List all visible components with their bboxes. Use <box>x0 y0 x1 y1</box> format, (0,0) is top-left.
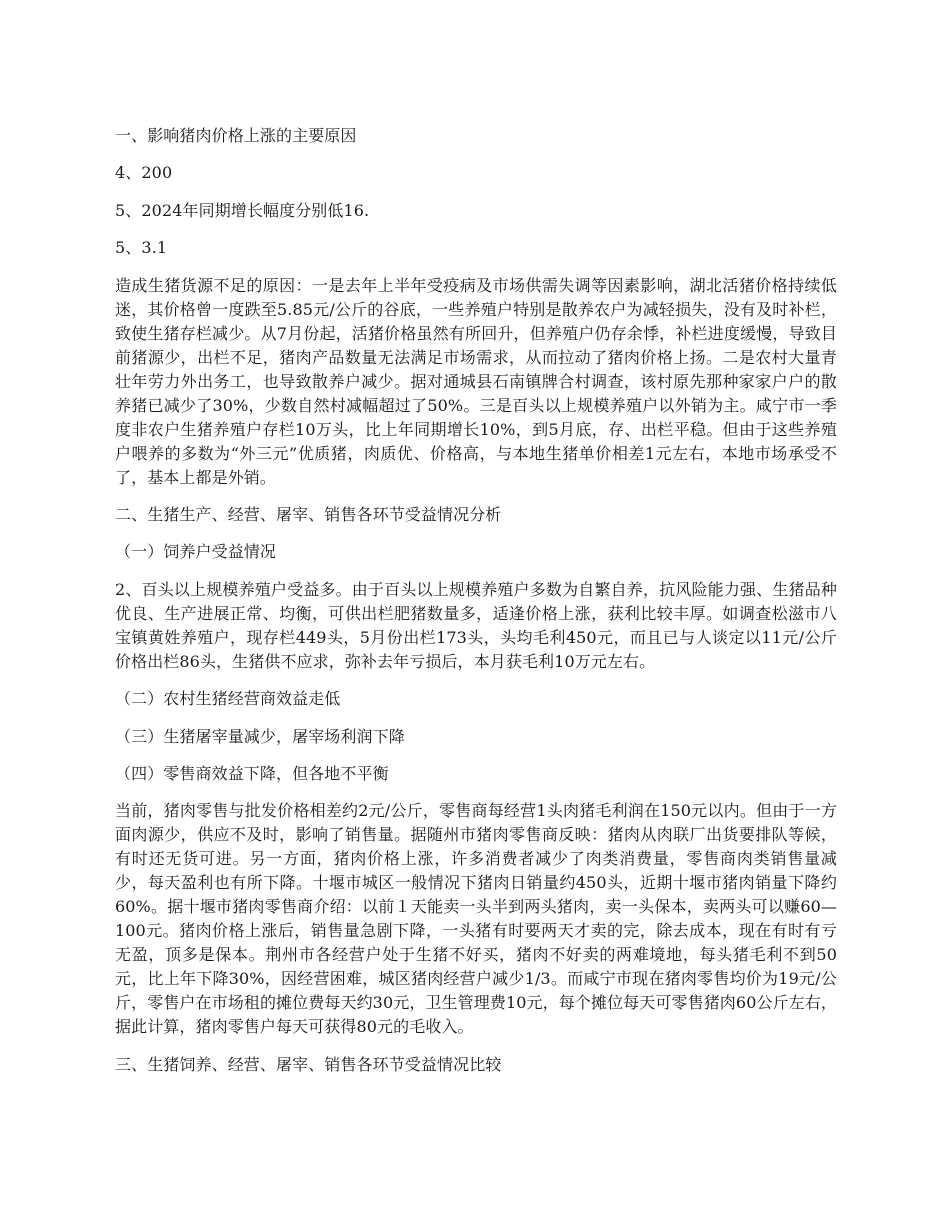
list-item: 5、2024年同期增长幅度分别低16. <box>115 200 370 220</box>
body-paragraph: 造成生猪货源不足的原因：一是去年上半年受疫病及市场供需失调等因素影响，湖北活猪价格持续低迷，其价格曾一度跌至5.85元/公斤的谷底，一些养殖户特别是散养农户为减轻损失，没有及时补栏，致使生猪存栏减少。从7月份起，活猪价格虽然有所回升，但养殖户仍存余悸，补栏进度缓慢，导致目前猪源少，出栏不足，猪肉产品数量无法满足市场需求，从而拉动了猪肉价格上扬。二是农村大量青壮年劳力外出务工，也导致散养户减少。据对通城县石南镇牌合村调查，该村原先那种家家户户的散养猪已减少了30%，少数自然村减幅超过了50%。三是百头以上规模养殖户以外销为主。咸宁市一季度非农户生猪养殖户存栏10万头，比上年同期增长10%，到5月底，存、出栏平稳。但由于这些养殖户喂养的多数为“外三元”优质猪，肉质优、价格高，与本地生猪单价相差1元左右，本地市场承受不了，基本上都是外销。 <box>115 275 837 487</box>
list-item: 5、3.1 <box>115 238 168 258</box>
section-heading-2: 二、生猪生产、经营、屠宰、销售各环节受益情况分析 <box>115 504 502 524</box>
list-item: 4、200 <box>115 163 173 183</box>
subsection-heading: （二）农村生猪经营商效益走低 <box>115 689 341 709</box>
subsection-heading: （三）生猪屠宰量减少，屠宰场利润下降 <box>115 726 405 746</box>
body-paragraph: 2、百头以上规模养殖户受益多。由于百头以上规模养殖户多数为自繁自养，抗风险能力强、生猪品种优良、生产进展正常、均衡，可供出栏肥猪数量多，适逢价格上涨，获利比较丰厚。如调查松滋市八宝镇黄姓养殖户，现存栏449头，5月份出栏173头，头均毛利450元，而且已与人谈定以11元/公斤价格出栏86头，生猪供不应求，弥补去年亏损后，本月获毛利10万元左右。 <box>115 579 837 671</box>
section-heading-1: 一、影响猪肉价格上涨的主要原因 <box>115 126 357 145</box>
body-paragraph: 当前，猪肉零售与批发价格相差约2元/公斤，零售商每经营1头肉猪毛利润在150元以内。但由于一方面肉源少，供应不及时，影响了销售量。据随州市猪肉零售商反映：猪肉从肉联厂出货要排队等候，有时还无货可进。另一方面，猪肉价格上涨，许多消费者减少了肉类消费量，零售商肉类销售量减少，每天盈利也有所下降。十堰市城区一般情况下猪肉日销量约450头，近期十堰市猪肉销量下降约60%。据十堰市猪肉零售商介绍：以前１天能卖一头半到两头猪肉，卖一头保本，卖两头可以赚60—100元。猪肉价格上涨后，销售量急剧下降，一头猪有时要两天才卖的完，除去成本，现在有时有亏无盈，顶多是保本。荆州市各经营户处于生猪不好买，猪肉不好卖的两难境地，每头猪毛利不到50元，比上年下降30%，因经营困难，城区猪肉经营户减少1/3。而咸宁市现在猪肉零售均价为19元/公斤，零售户在市场租的摊位费每天约30元，卫生管理费10元，每个摊位每天可零售猪肉60公斤左右，据此计算，猪肉零售户每天可获得80元的毛收入。 <box>115 801 837 1037</box>
subsection-heading: （一）饲养户受益情况 <box>115 542 277 562</box>
subsection-heading: （四）零售商效益下降，但各地不平衡 <box>115 763 389 783</box>
document-body <box>115 124 837 1090</box>
section-heading-3: 三、生猪饲养、经营、屠宰、销售各环节受益情况比较 <box>115 1054 502 1074</box>
